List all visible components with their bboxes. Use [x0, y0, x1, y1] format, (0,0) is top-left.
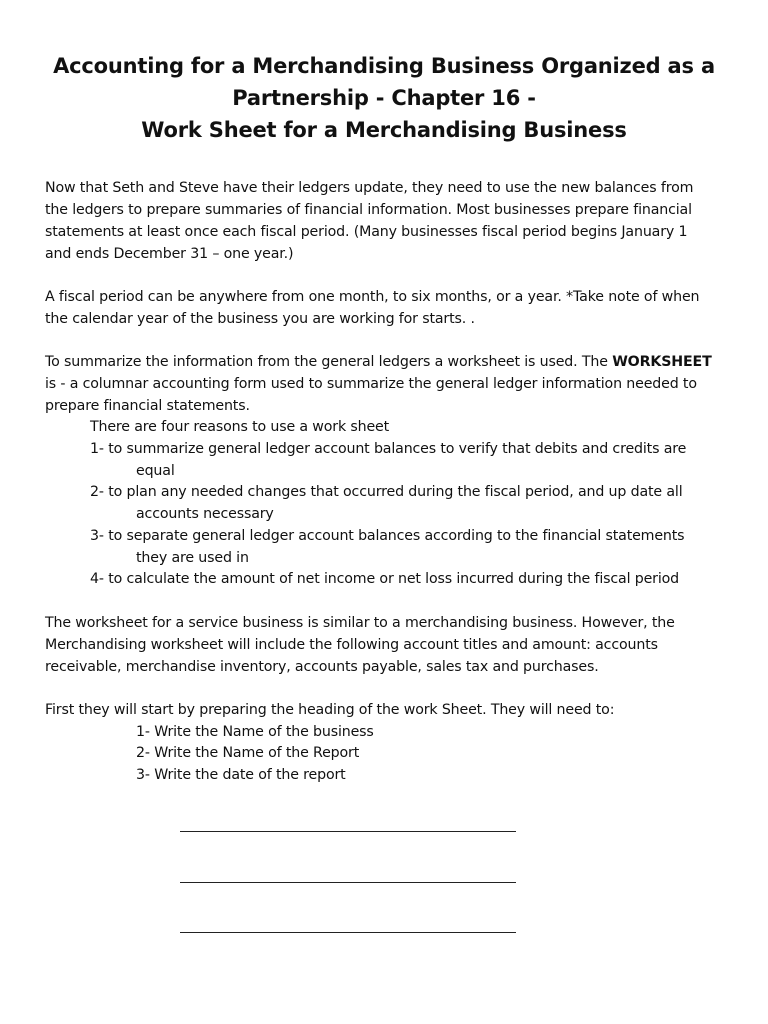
paragraph-3-line-3: prepare financial statements. [45, 398, 250, 414]
paragraph-3-text: To summarize the information from the general ledgers a worksheet is used. The [45, 354, 613, 370]
paragraph-5-line-1: First they will start by preparing the heading of the work Sheet. They will need to: [45, 702, 615, 718]
paragraph-1-line-2: the ledgers to prepare summaries of financial information. Most businesses prepare financial [45, 202, 692, 218]
reason-3-line-2: they are used in [136, 550, 249, 566]
paragraph-1-line-3: statements at least once each fiscal period. (Many businesses fiscal period begins January 1 [45, 224, 688, 240]
page-title-line-1: Accounting for a Merchandising Business Organized as a [53, 54, 715, 78]
heading-step-2: 2- Write the Name of the Report [136, 745, 360, 761]
paragraph-3-line-1 [45, 351, 712, 373]
paragraph-3-line-2: is - a columnar accounting form used to summarize the general ledger information needed to [45, 376, 697, 392]
reason-1-line-2: equal [136, 463, 175, 479]
paragraph-4-line-1: The worksheet for a service business is similar to a merchandising business. However, the [45, 615, 675, 631]
paragraph-1-line-1: Now that Seth and Steve have their ledgers update, they need to use the new balances from [45, 180, 694, 196]
reason-2-line-1: 2- to plan any needed changes that occurred during the fiscal period, and up date all [90, 484, 683, 500]
answer-blank-report-name[interactable] [180, 882, 516, 883]
paragraph-4-line-3: receivable, merchandise inventory, accounts payable, sales tax and purchases. [45, 659, 599, 675]
answer-blank-business-name[interactable] [180, 831, 516, 832]
heading-step-3: 3- Write the date of the report [136, 767, 346, 783]
heading-step-1: 1- Write the Name of the business [136, 724, 374, 740]
paragraph-4-line-2: Merchandising worksheet will include the following account titles and amount: accounts [45, 637, 658, 653]
page-title-line-2: Partnership - Chapter 16 - [232, 86, 536, 110]
reason-4: 4- to calculate the amount of net income or net loss incurred during the fiscal period [90, 571, 680, 587]
answer-blank-report-date[interactable] [180, 932, 516, 933]
reason-3-line-1: 3- to separate general ledger account balances according to the financial statements [90, 528, 685, 544]
worksheet-term: WORKSHEET [612, 354, 712, 370]
paragraph-2-line-2: the calendar year of the business you are working for starts. . [45, 311, 475, 327]
reason-1-line-1: 1- to summarize general ledger account balances to verify that debits and credits are [90, 441, 687, 457]
reasons-intro: There are four reasons to use a work sheet [90, 419, 390, 435]
reason-2-line-2: accounts necessary [136, 506, 274, 522]
paragraph-2-line-1: A fiscal period can be anywhere from one month, to six months, or a year. *Take note of when [45, 289, 700, 305]
paragraph-1-line-4: and ends December 31 – one year.) [45, 246, 294, 262]
page-title-line-3: Work Sheet for a Merchandising Business [141, 118, 627, 142]
